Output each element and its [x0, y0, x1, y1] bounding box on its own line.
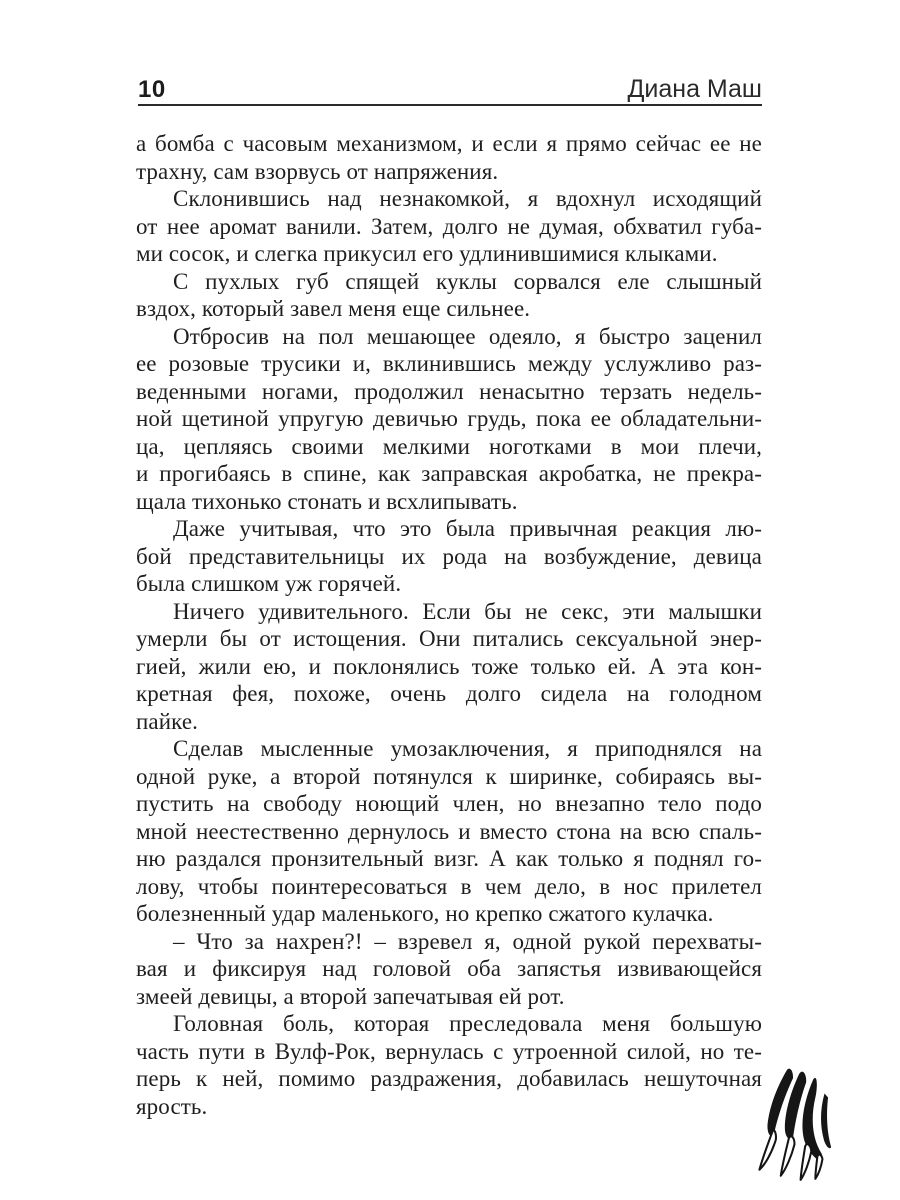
text-line: веденными ногами, продолжил ненасытно терзать недель-	[136, 378, 762, 404]
text-line: перь к ней, помимо раздражения, добавилась нешуточная	[136, 1066, 762, 1091]
text-line: ми сосок, и слегка прикусил его удлинившимися клыками.	[136, 241, 718, 266]
paragraph	[136, 598, 762, 736]
header-rule	[138, 104, 762, 106]
text-line: ее розовые трусики и, вклинившись между услужливо раз-	[136, 351, 762, 376]
text-line: трахну, сам взорвусь от напряжения.	[136, 158, 499, 184]
text-line: а бомба с часовым механизмом, и если я прямо сейчас ее не	[136, 131, 762, 156]
paragraph	[136, 130, 762, 185]
text-line: лову, чтобы поинтересоваться в чем дело, в нос прилетел	[136, 873, 762, 899]
paragraph	[136, 268, 762, 323]
paragraph	[136, 1010, 762, 1120]
text-line: – Что за нахрен?! – взревел я, одной рукой перехваты-	[173, 928, 762, 954]
text-line: Головная боль, которая преследовала меня большую	[173, 1011, 762, 1036]
text-line: Склонившись над незнакомкой, я вдохнул исходящий	[173, 186, 762, 211]
text-line: пустить на свободу ноющий член, но внезапно тело подо	[136, 791, 762, 816]
text-line: пайке.	[136, 708, 198, 734]
paragraph	[136, 323, 762, 516]
text-line: часть пути в Вулф-Рок, вернулась с утроенной силой, но те-	[136, 1038, 762, 1064]
page-number: 10	[138, 76, 166, 103]
text-line: Сделав мысленные умозаключения, я приподнялся на	[173, 736, 762, 761]
text-line: Ничего удивительного. Если бы не секс, эти малышки	[173, 598, 762, 624]
text-line: ярость.	[136, 1093, 208, 1119]
text-line: одной руке, а второй потянулся к ширинке, собираясь вы-	[136, 763, 762, 789]
text-line: кретная фея, похоже, очень долго сидела на голодном	[136, 681, 762, 706]
text-line: Даже учитывая, что это была привычная реакция лю-	[173, 516, 762, 541]
body-text	[136, 130, 762, 1120]
text-line: от нее аромат ванили. Затем, долго не думая, обхватил губа-	[136, 213, 762, 239]
text-line: ной щетиной упругую девичью грудь, пока ее обладательни-	[136, 406, 762, 431]
text-line: ню раздался пронзительный визг. А как только я поднял го-	[136, 846, 762, 871]
text-line: щала тихонько стонать и всхлипывать.	[136, 488, 518, 514]
paragraph	[136, 735, 762, 928]
text-line: умерли бы от истощения. Они питались сексуальной энер-	[136, 626, 762, 651]
text-line: вздох, который завел меня еще сильнее.	[136, 296, 531, 321]
text-line: мной неестественно дернулось и вместо стона на всю спаль-	[136, 818, 762, 844]
text-line: и прогибаясь в спине, как заправская акробатка, не прекра-	[136, 461, 762, 486]
paragraph	[136, 185, 762, 268]
text-line: бой представительницы их рода на возбуждение, девица	[136, 543, 762, 569]
text-line: ца, цепляясь своими мелкими ноготками в мои плечи,	[136, 433, 762, 459]
paragraph	[136, 515, 762, 598]
text-line: вая и фиксируя над головой оба запястья извивающейся	[136, 956, 762, 981]
text-line: змеей девицы, а второй запечатывая ей рот.	[136, 983, 565, 1009]
text-line: была слишком уж горячей.	[136, 571, 402, 596]
text-line: Отбросив на пол мешающее одеяло, я быстро заценил	[173, 323, 762, 349]
text-line: гией, жили ею, и поклонялись тоже только ей. А эта кон-	[136, 653, 762, 679]
running-head	[138, 74, 762, 102]
claw-scratch-icon	[751, 1066, 837, 1188]
paragraph	[136, 928, 762, 1011]
text-line: С пухлых губ спящей куклы сорвался еле слышный	[173, 268, 762, 294]
author-name: Диана Маш	[627, 75, 762, 103]
text-line: болезненный удар маленького, но крепко сжатого кулачка.	[136, 901, 714, 926]
